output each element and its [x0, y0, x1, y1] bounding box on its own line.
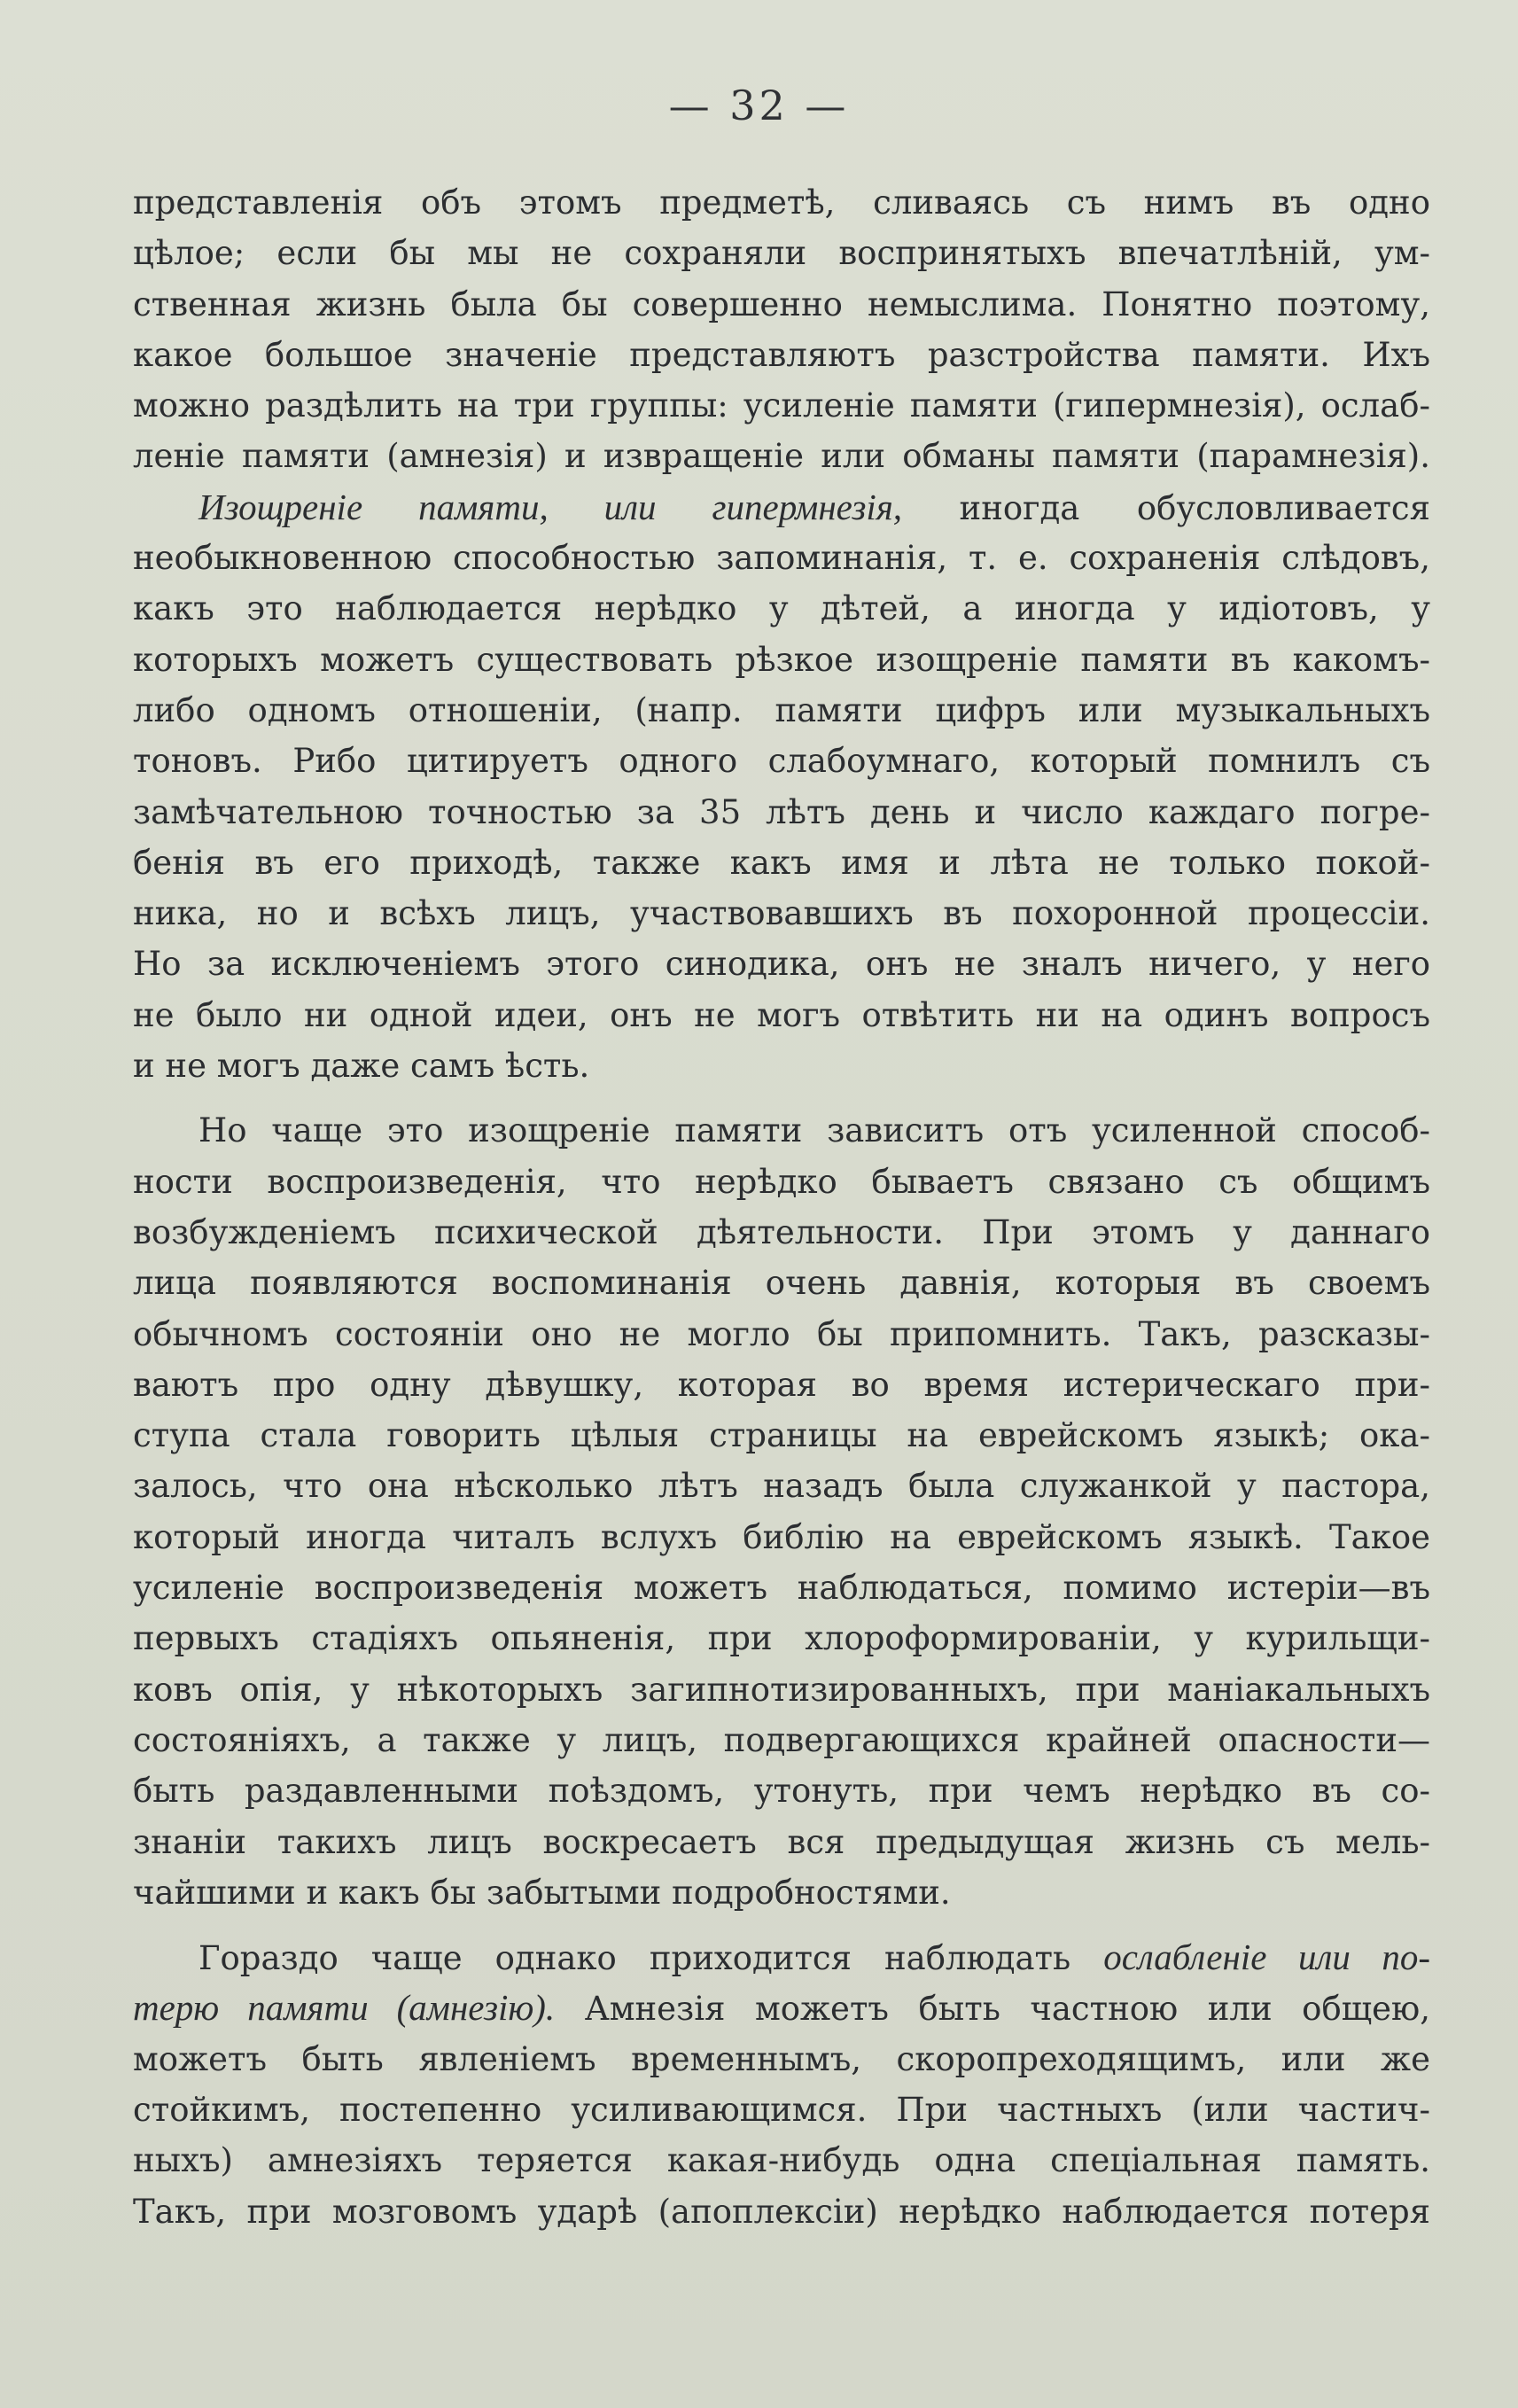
text-line [133, 1932, 1430, 1983]
paragraph-1 [133, 177, 1430, 482]
text-line: и не могъ даже самъ ѣсть. [133, 1047, 590, 1086]
text-line: усиленіе воспроизведенія можетъ наблюдаться, помимо истеріи—въ [133, 1569, 1430, 1608]
text-line: цѣлое; если бы мы не сохраняли воспринятыхъ впечатлѣній, ум- [133, 234, 1430, 273]
text-fragment: иногда обусловливается [902, 488, 1430, 527]
text-line: либо одномъ отношеніи, (напр. памяти цифръ или музыкальныхъ [133, 690, 1430, 729]
text-line: необыкновенною способностью запоминанія, т. е. сохраненія слѣдовъ, [133, 539, 1430, 578]
text-line: какое большое значеніе представляютъ разстройства памяти. Ихъ [133, 335, 1430, 374]
text-line: Но чаще это изощреніе памяти зависитъ отъ усиленной способ- [199, 1111, 1430, 1150]
text-line: который иногда читалъ вслухъ библію на еврейскомъ языкѣ. Такое [133, 1517, 1430, 1556]
text-line: представленія объ этомъ предметѣ, сливаясь съ нимъ въ одно [133, 183, 1430, 222]
text-fragment: Гораздо чаще однако приходится наблюдать [199, 1939, 1104, 1978]
text-line: ника, но и всѣхъ лицъ, участвовавшихъ въ похоронной процессіи. [133, 894, 1430, 933]
text-line: ковъ опія, у нѣкоторыхъ загипнотизированныхъ, при маніакальныхъ [133, 1670, 1430, 1709]
text-line: ваютъ про одну дѣвушку, которая во время истерическаго при- [133, 1365, 1430, 1404]
text-line: состояніяхъ, а также у лицъ, подвергающихся крайней опасности— [133, 1720, 1430, 1759]
text-line: знаніи такихъ лицъ воскресаетъ вся предыдущая жизнь съ мель- [133, 1822, 1430, 1861]
text-line [133, 1983, 1430, 2033]
paragraph-4 [133, 1932, 1430, 2237]
text-line: можетъ быть явленіемъ временнымъ, скоропреходящимъ, или же [133, 2039, 1430, 2078]
text-line: возбужденіемъ психической дѣятельности. При этомъ у даннаго [133, 1212, 1430, 1251]
text-line: стойкимъ, постепенно усиливающимся. При частныхъ (или частич- [133, 2090, 1430, 2129]
body-text [133, 177, 1430, 2237]
text-line: ныхъ) амнезіяхъ теряется какая-нибудь одна спеціальная память. [133, 2141, 1430, 2180]
text-line: ступа стала говорить цѣлыя страницы на еврейскомъ языкѣ; ока- [133, 1416, 1430, 1455]
text-fragment: Амнезія можетъ быть частною или общею, [555, 1990, 1430, 2029]
text-line [133, 482, 1430, 533]
italic-term: ослабленіе или по- [1103, 1937, 1430, 1978]
text-line: лица появляются воспоминанія очень давнія, которыя въ своемъ [133, 1264, 1430, 1303]
text-line: тоновъ. Рибо цитируетъ одного слабоумнаго, который помнилъ съ [133, 742, 1430, 781]
text-line: не было ни одной идеи, онъ не могъ отвѣтить ни на одинъ вопросъ [133, 995, 1430, 1034]
text-line: быть раздавленными поѣздомъ, утонуть, при чемъ нерѣдко въ со- [133, 1772, 1430, 1811]
text-line: Такъ, при мозговомъ ударѣ (апоплексіи) нерѣдко наблюдается потеря [133, 2192, 1430, 2231]
italic-term: Изощреніе памяти, или гипермнезія, [199, 486, 903, 527]
text-line: замѣчательною точностью за 35 лѣтъ день и число каждаго погре- [133, 792, 1430, 831]
text-line: можно раздѣлить на три группы: усиленіе памяти (гипермнезія), ослаб- [133, 386, 1430, 425]
text-line: ственная жизнь была бы совершенно немыслима. Понятно поэтому, [133, 284, 1430, 323]
paragraph-2 [133, 482, 1430, 1092]
text-line: залось, что она нѣсколько лѣтъ назадъ была служанкой у пастора, [133, 1467, 1430, 1506]
text-line: Но за исключеніемъ этого синодика, онъ не зналъ ничего, у него [133, 945, 1430, 984]
text-line: обычномъ состояніи оно не могло бы припомнить. Такъ, разсказы- [133, 1314, 1430, 1353]
text-line: которыхъ можетъ существовать рѣзкое изощреніе памяти въ какомъ- [133, 640, 1430, 679]
text-line: бенія въ его приходѣ, также какъ имя и лѣта не только покой- [133, 843, 1430, 882]
text-line: какъ это наблюдается нерѣдко у дѣтей, а иногда у идіотовъ, у [133, 589, 1430, 628]
text-line: первыхъ стадіяхъ опьяненія, при хлороформированіи, у курильщи- [133, 1619, 1430, 1658]
text-line: чайшими и какъ бы забытыми подробностями. [133, 1873, 951, 1912]
text-line: ности воспроизведенія, что нерѣдко бываетъ связано съ общимъ [133, 1162, 1430, 1201]
paragraph-3 [133, 1105, 1430, 1918]
italic-term: терю памяти (амнезію). [133, 1987, 556, 2029]
page-number: — 32 — [668, 82, 850, 129]
text-line: леніе памяти (амнезія) и извращеніе или обманы памяти (парамнезія). [133, 437, 1430, 476]
